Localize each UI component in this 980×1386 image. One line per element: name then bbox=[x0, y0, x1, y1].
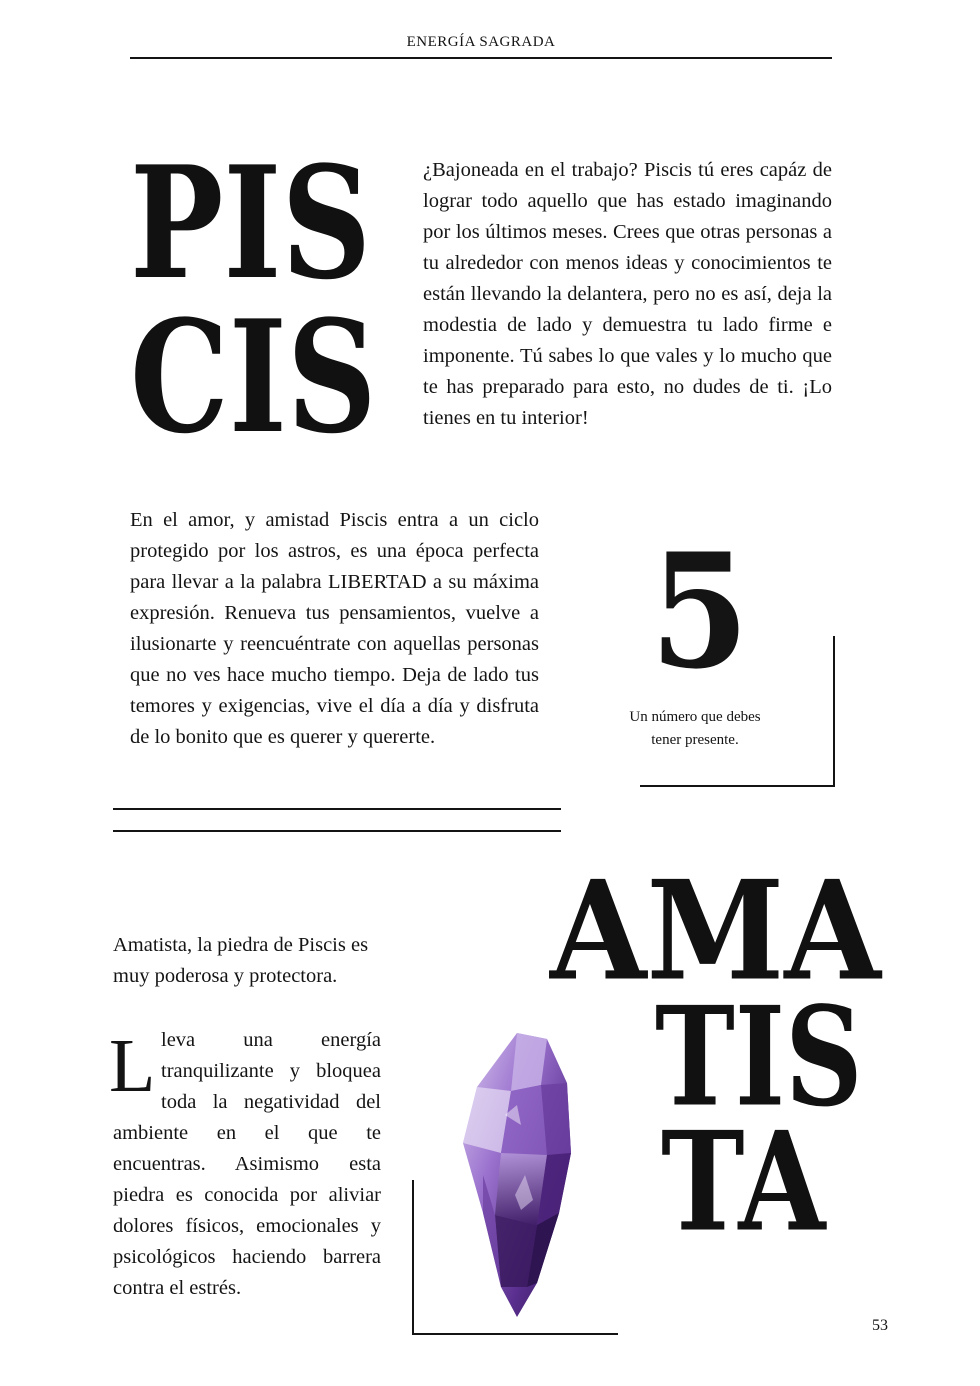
lucky-number: 5 bbox=[650, 519, 750, 705]
section-divider-bottom bbox=[113, 830, 561, 832]
sign-title-line1: PIS bbox=[130, 131, 372, 314]
love-paragraph: En el amor, y amistad Piscis entra a un ciclo protegido por los astros, es una época perfecta para llevar a la palabra LIBERTAD a su máxima expresión. Renueva tus pensamientos, vuelve a ilusionarte y reencuéntrate con aquellas personas que no ves hace mucho tiempo. Deja de lado tus temores y exigencias, vive el día a día y disfruta de lo bonito que es querer y quererte. bbox=[130, 509, 539, 748]
crystal-frame-left bbox=[412, 1180, 414, 1334]
sign-title-line2: CIS bbox=[130, 285, 377, 468]
crystal-frame-bottom bbox=[412, 1333, 618, 1335]
stone-title-line1: AMA bbox=[550, 849, 881, 1011]
header-rule bbox=[130, 57, 832, 59]
stone-title-line3: TA bbox=[661, 1100, 826, 1262]
stone-body-text: leva una energía tranquilizante y bloquea toda la negatividad del ambiente en el que te encuentras. Asimismo esta piedra es conocida por aliviar dolores físicos, emocionales y psicológicos haciendo barrera contra el estrés. bbox=[113, 1029, 381, 1299]
section-divider-top bbox=[113, 808, 561, 810]
number-box-right-border bbox=[833, 636, 835, 786]
stone-intro: Amatista, la piedra de Piscis es muy poderosa y protectora. bbox=[113, 934, 369, 987]
number-box-bottom-border bbox=[640, 785, 835, 787]
number-caption-line2: tener presente. bbox=[651, 732, 739, 748]
drop-cap-spacer bbox=[113, 1025, 161, 1115]
number-caption-line1: Un número que debes bbox=[629, 709, 761, 725]
magazine-header: ENERGÍA SAGRADA bbox=[406, 34, 556, 50]
amethyst-crystal-illustration bbox=[455, 1025, 605, 1325]
drop-cap-letter: L bbox=[109, 1024, 156, 1108]
stone-title-line2: TIS bbox=[655, 975, 863, 1137]
page-number: 53 bbox=[872, 1317, 888, 1334]
stone-body-paragraph bbox=[113, 1025, 381, 1304]
intro-paragraph: ¿Bajoneada en el trabajo? Piscis tú eres capáz de lograr todo aquello que has estado imaginando por los últimos meses. Crees que otras personas a tu alrededor con menos ideas y conocimientos te están llevando la delantera, pero no es así, deja la modestia de lado y demuestra tu lado firme e imponente. Tú sabes lo que vales y lo mucho que te has preparado para esto, no dudes de ti. ¡Lo tienes en tu interior! bbox=[423, 159, 832, 429]
